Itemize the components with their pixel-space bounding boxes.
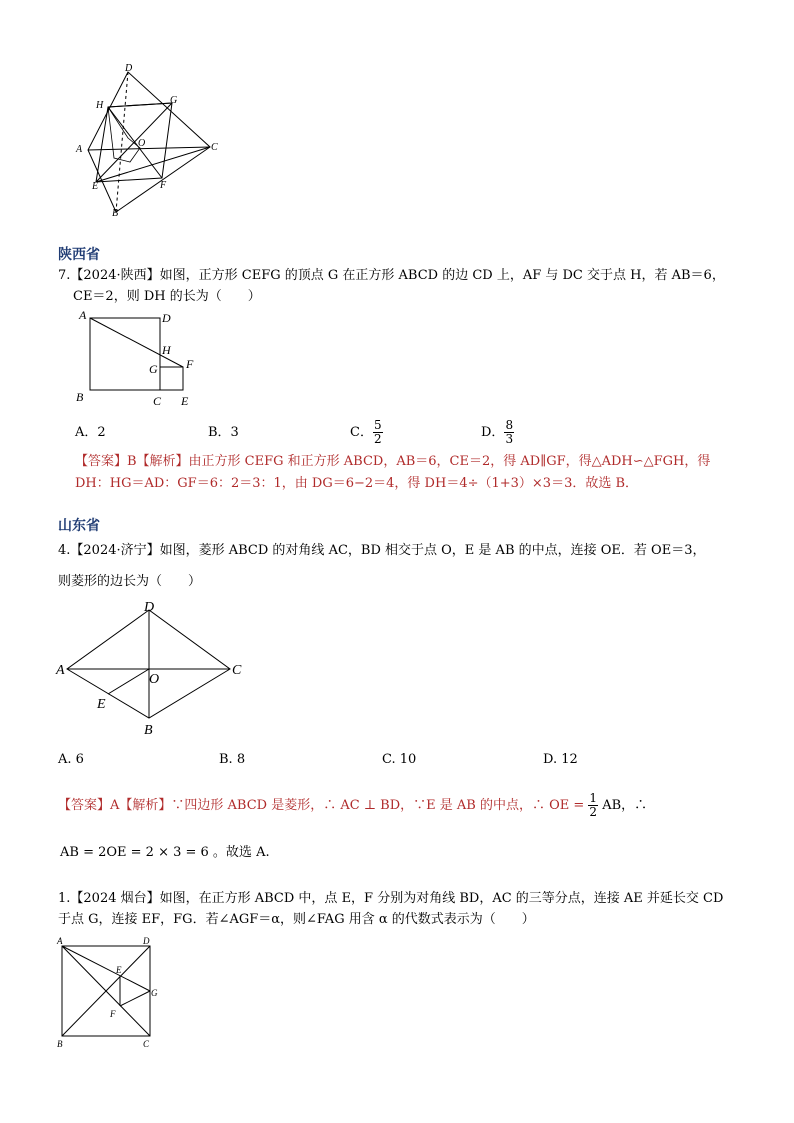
label-d: D <box>162 311 171 325</box>
label-e: E <box>116 965 122 975</box>
figure-rhombus <box>52 598 248 740</box>
label-a: A <box>79 308 87 322</box>
label-d: D <box>144 600 155 615</box>
question-7-line2: CE＝2，则 DH 的长为（ ） <box>73 289 261 304</box>
option-c-fraction: $\frac{5}{2}$ <box>373 418 382 446</box>
figure-square-thirds <box>54 933 166 1053</box>
option-d: D． $\frac{8}{3}$ <box>481 418 514 446</box>
question-1-line2: 于点 G，连接 EF，FG．若∠AGF＝α，则∠FAG 用含 α 的代数式表示为（ ） <box>58 912 535 927</box>
option-b: B．3 <box>208 425 239 440</box>
label-c: C <box>232 663 242 678</box>
square-cefg <box>160 367 183 390</box>
label-c: C <box>153 394 162 408</box>
label-e: E <box>97 697 106 712</box>
label-f: F <box>160 180 167 191</box>
answer-fraction: $\frac{1}{2}$ <box>589 791 598 819</box>
label-g: G <box>170 95 178 106</box>
province-heading-shaanxi: 陕西省 <box>58 247 100 263</box>
answer-4-line2: AB = 2OE = 2 × 3 = 6 。故选 A. <box>60 845 270 860</box>
outer-quadrilateral <box>88 72 210 212</box>
label-a: A <box>57 936 63 946</box>
segment-oe <box>108 669 149 694</box>
label-g: G <box>151 988 158 998</box>
label-c: C <box>143 1039 150 1049</box>
question-1-line1: 1.【2024 烟台】如图，在正方形 ABCD 中，点 E，F 分别为对角线 BD，AC 的三等分点，连接 AE 并延长交 CD <box>58 891 724 906</box>
segment-fg <box>120 991 150 1006</box>
label-h: H <box>96 100 104 111</box>
label-h: H <box>162 343 171 357</box>
segment-ag <box>62 946 150 991</box>
option-d-fraction: $\frac{8}{3}$ <box>505 418 514 446</box>
label-g: G <box>149 362 158 376</box>
label-b: B <box>57 1039 63 1049</box>
province-heading-shandong: 山东省 <box>58 518 100 534</box>
question-7-line1: 7.【2024·陕西】如图，正方形 CEFG 的顶点 G 在正方形 ABCD 的边 CD 上，AF 与 DC 交于点 H，若 AB＝6， <box>58 268 725 283</box>
label-b: B <box>112 208 119 219</box>
option-a: A. 6 <box>58 752 84 767</box>
label-o: O <box>149 672 160 687</box>
label-f: F <box>186 357 194 371</box>
square-abcd <box>90 318 160 390</box>
label-a: A <box>56 663 65 678</box>
option-c: C. 10 <box>382 752 417 767</box>
question-4-line1: 4.【2024·济宁】如图，菱形 ABCD 的对角线 AC，BD 相交于点 O，E 是 AB 的中点，连接 OE．若 OE＝3， <box>58 543 706 558</box>
label-d: D <box>125 63 133 74</box>
figure-top <box>70 60 230 220</box>
option-d: D. 12 <box>543 752 578 767</box>
label-e: E <box>181 394 189 408</box>
label-o: O <box>138 138 146 149</box>
answer-4-line1: 【答案】A【解析】∵四边形 ABCD 是菱形，∴ AC ⊥ BD，∵E 是 AB 的中点，∴ OE = $\frac{1}{2}$ AB，∴ <box>58 791 648 819</box>
label-c: C <box>211 142 218 153</box>
dashed-diagonal-bd <box>116 72 128 212</box>
label-b: B <box>76 390 84 404</box>
label-a: A <box>76 144 83 155</box>
question-4-line2: 则菱形的边长为（ ） <box>58 574 202 589</box>
label-b: B <box>144 723 153 738</box>
answer-7-line2: DH：HG＝AD：GF＝6：2＝3：1，由 DG＝6−2＝4，得 DH＝4÷（1+3）×3＝3．故选 B． <box>75 476 639 491</box>
answer-7-line1: 【答案】B【解析】由正方形 CEFG 和正方形 ABCD，AB＝6，CE＝2，得 AD∥GF，得△ADH∽△FGH，得 <box>75 454 711 469</box>
option-a: A．2 <box>75 425 106 440</box>
option-c: C． $\frac{5}{2}$ <box>350 418 382 446</box>
label-f: F <box>110 1009 116 1019</box>
label-e: E <box>92 181 99 192</box>
option-b: B. 8 <box>219 752 246 767</box>
label-d: D <box>143 936 150 946</box>
figure-squares <box>70 306 210 412</box>
